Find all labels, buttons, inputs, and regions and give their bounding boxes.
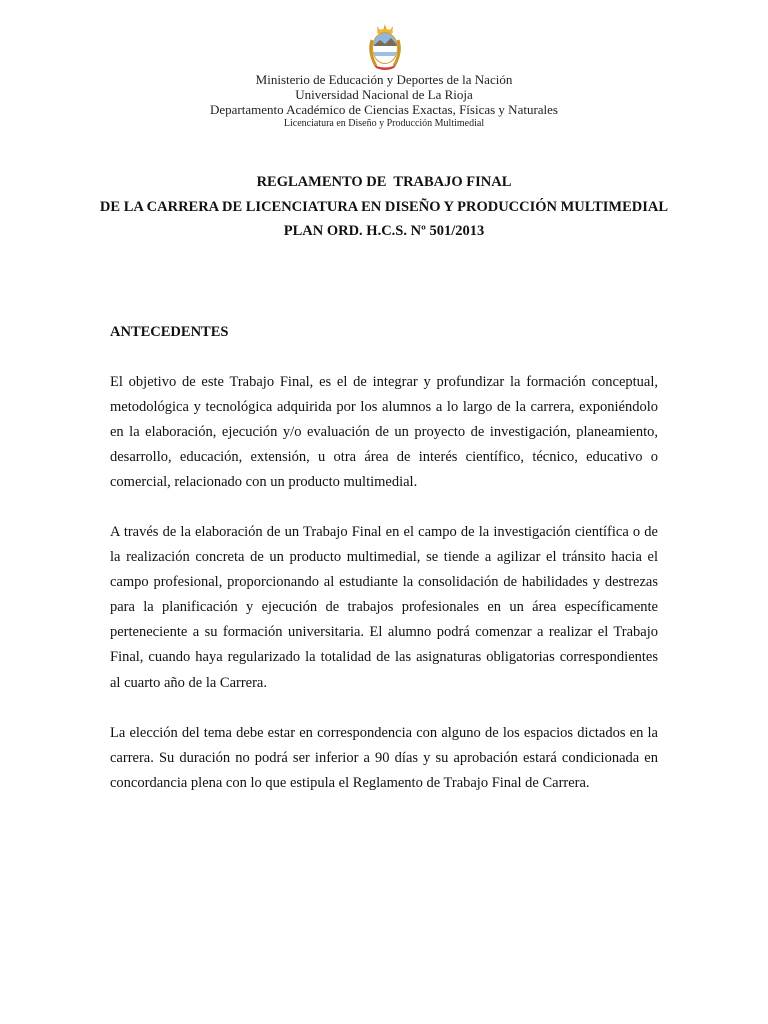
title-line-2: DE LA CARRERA DE LICENCIATURA EN DISEÑO Y PRODUCCIÓN MULTIMEDIAL: [99, 198, 669, 215]
paragraph-3: La elección del tema debe estar en correspondencia con alguno de los espacios dictados en la carrera. Su duración no podrá ser inferior a 90 días y su aprobación estará condicionada en concordancia plena con lo que estipula el Reglamento de Trabajo Final de Carrera.: [110, 725, 658, 792]
letterhead: [0, 72, 768, 130]
department-name: Departamento Académico de Ciencias Exactas, Físicas y Naturales: [210, 102, 558, 117]
title-line-1: REGLAMENTO DE TRABAJO FINAL: [256, 174, 512, 190]
document-title: [80, 170, 688, 244]
title-line-3: PLAN ORD. H.C.S. Nº 501/2013: [283, 223, 485, 239]
coat-of-arms-icon: [364, 22, 406, 72]
paragraph-2: A través de la elaboración de un Trabajo Final en el campo de la investigación científica o de la realización concreta de un producto multimedial, se tiende a agilizar el tránsito hacia el campo profesional, proporcionando al estudiante la consolidación de habilidades y destrezas para la planificación y ejecución de trabajos profesionales en un área específicamente perteneciente a su formación universitaria. El alumno podrá comenzar a realizar el Trabajo Final, cuando haya regularizado la totalidad de las asignaturas obligatorias correspondientes al cuarto año de la Carrera.: [110, 524, 658, 691]
section-heading-antecedentes: ANTECEDENTES: [110, 324, 229, 340]
university-name: Universidad Nacional de La Rioja: [295, 87, 473, 102]
ministry-name: Ministerio de Educación y Deportes de la Nación: [255, 72, 513, 87]
program-name: Licenciatura en Diseño y Producción Multimedial: [283, 118, 485, 129]
paragraph-1: El objetivo de este Trabajo Final, es el de integrar y profundizar la formación conceptual, metodológica y tecnológica adquirida por los alumnos a lo largo de la carrera, exponiéndolo en la elaboración, ejecución y/o evaluación de un proyecto de investigación, planeamiento, desarrollo, educación, extensión, u otra área de interés científico, técnico, educativo o comercial, relacionado con un producto multimedial.: [110, 374, 658, 491]
